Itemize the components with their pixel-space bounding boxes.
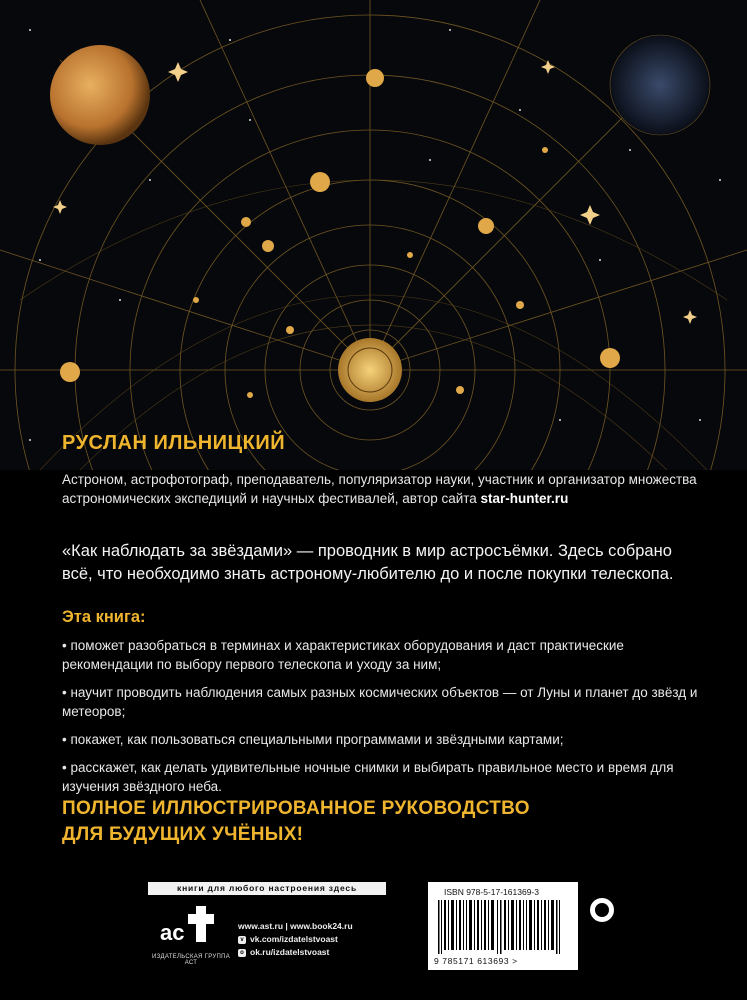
ean-digits: 9 785171 613693 > (434, 956, 518, 966)
publisher-imprint: ИЗДАТЕЛЬСКАЯ ГРУППА АСТ (151, 954, 231, 966)
author-website: star-hunter.ru (480, 491, 569, 506)
book-features-list (62, 636, 702, 805)
vk-link-row[interactable] (238, 933, 353, 946)
vk-link[interactable]: vk.com/izdatelstvoast (250, 934, 338, 944)
publisher-websites[interactable] (238, 920, 353, 933)
tagline (62, 796, 530, 848)
barcode-panel (428, 882, 578, 970)
logo-letters: ac (160, 920, 185, 945)
ok-link[interactable]: ok.ru/izdatelstvoast (250, 947, 330, 957)
tagline-line: ДЛЯ БУДУЩИХ УЧЁНЫХ! (62, 824, 304, 845)
ok-icon: o (238, 949, 246, 957)
publisher-links (238, 920, 353, 959)
book-description: «Как наблюдать за звёздами» — проводник в мир астросъёмки. Здесь собрано всё, что необходимо знать астроному-любителю до и после покупки телескопа. (62, 542, 674, 583)
list-item: • научит проводить наблюдения самых разных космических объектов — от Луны и планет до звёзд и метеоров; (62, 685, 698, 719)
list-item: • поможет разобраться в терминах и характеристиках оборудования и даст практические рекомендации по выбору первого телескопа и уходу за ним; (62, 638, 624, 672)
publisher-slogan: книги для любого настроения здесь (148, 882, 386, 895)
author-name: РУСЛАН ИЛЬНИЦКИЙ (62, 432, 286, 454)
book-features-heading: Эта книга: (62, 608, 146, 626)
tagline-line: ПОЛНОЕ ИЛЛЮСТРИРОВАННОЕ РУКОВОДСТВО (62, 798, 530, 819)
ast-logo (156, 902, 222, 948)
publisher-block (148, 882, 386, 970)
vk-icon: v (238, 936, 246, 944)
celestial-chart-illustration (0, 0, 747, 470)
ok-link-row[interactable] (238, 946, 353, 959)
isbn-text: ISBN 978-5-17-161369-3 (444, 887, 539, 897)
barcode-icon (434, 900, 572, 954)
author-bio-text: Астроном, астрофотограф, преподаватель, популяризатор науки, участник и организатор множества астрономических экспедиций и научных фестивалей, автор сайта (62, 472, 697, 506)
list-item: • расскажет, как делать удивительные ночные снимки и выбирать правильное место и время для изучения звёздного неба. (62, 760, 674, 794)
list-item: • покажет, как пользоваться специальными программами и звёздными картами; (62, 732, 564, 747)
author-bio (62, 470, 702, 508)
website-link[interactable]: www.ast.ru | www.book24.ru (238, 921, 353, 931)
age-rating-ring-icon (590, 898, 614, 922)
